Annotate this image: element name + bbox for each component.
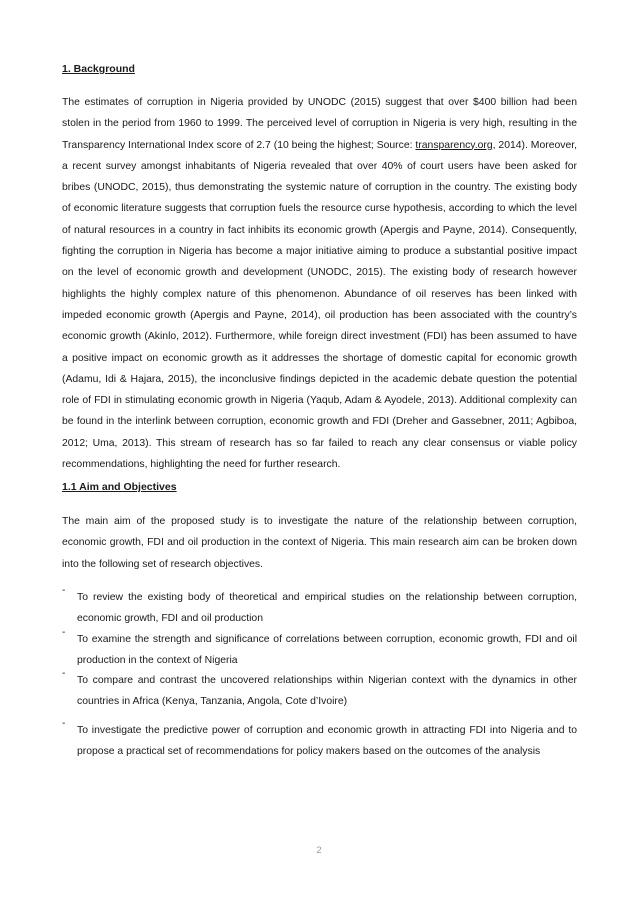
objective-text: To compare and contrast the uncovered relationships within Nigerian context with the dynamics in other countries in Africa (Kenya, Tanzania, Angola, Cote d’Ivoire) xyxy=(77,675,577,707)
bullet-dash: - xyxy=(62,668,66,679)
objective-text: To review the existing body of theoretical and empirical studies on the relationship between corruption, economic growth, FDI and oil production xyxy=(77,592,577,624)
page-number: 2 xyxy=(316,845,322,856)
background-text-part1: The estimates of corruption in Nigeria provided by UNODC (2015) suggest that over $400 billion had been stolen in the period from 1960 to 1999. The perceived level of corruption in Nigeria is very high, resulting in the Transparency International Index score of 2.7 (10 being the highest; Source: xyxy=(62,97,577,151)
transparency-link[interactable]: transparency.org xyxy=(415,139,493,151)
background-paragraph xyxy=(62,92,577,475)
background-heading: 1. Background xyxy=(62,63,135,75)
bullet-dash: - xyxy=(62,627,66,638)
bullet-dash: - xyxy=(62,718,66,729)
aim-paragraph: The main aim of the proposed study is to investigate the nature of the relationship between corruption, economic growth, FDI and oil production in the context of Nigeria. This main research aim can be broken down into the following set of research objectives. xyxy=(62,516,577,570)
bullet-dash: - xyxy=(62,585,66,596)
background-text-part2: , 2014). Moreover, a recent survey amongst inhabitants of Nigeria revealed that over 40% of court users have been asked for bribes (UNODC, 2015), thus demonstrating the systemic nature of corruption in the country. The existing body of economic literature suggests that corruption fuels the resource curse hypothesis, according to which the level of natural resources in a country in fact inhibits its economic growth (Apergis and Payne, 2014). Consequently, fighting the corruption in Nigeria has become a major initiative aiming to produce a substantial positive impact on the level of economic growth and development (UNODC, 2015). The existing body of research however highlights the highly complex nature of this phenomenon. Abundance of oil reserves has been linked with impeded economic growth (Apergis and Payne, 2014), oil production has been associated with the country’s economic growth (Akinlo, 2012). Furthermore, while foreign direct investment (FDI) has been assumed to have a positive impact on economic growth as it addresses the shortage of domestic capital for economic growth (Adamu, Idi & Hajara, 2015), the inconclusive findings depicted in the academic debate question the potential role of FDI in stimulating economic growth in Nigeria (Yaqub, Adam & Ayodele, 2013). Additional complexity can be found in the interlink between corruption, economic growth and FDI (Dreher and Gassebner, 2011; Agbiboa, 2012; Uma, 2013). This stream of research has so far failed to reach any clear consensus or viable policy recommendations, highlighting the need for further research. xyxy=(62,139,578,471)
objective-text: To investigate the predictive power of corruption and economic growth in attracting FDI into Nigeria and to propose a practical set of recommendations for policy makers based on the outcomes of the analysis xyxy=(77,725,577,757)
objective-text: To examine the strength and significance of correlations between corruption, economic growth, FDI and oil production in the context of Nigeria xyxy=(77,634,577,666)
objective-item xyxy=(62,668,577,712)
aim-objectives-heading: 1.1 Aim and Objectives xyxy=(62,481,177,493)
objective-item xyxy=(62,718,577,762)
objective-item xyxy=(62,585,577,629)
objective-item xyxy=(62,627,577,671)
